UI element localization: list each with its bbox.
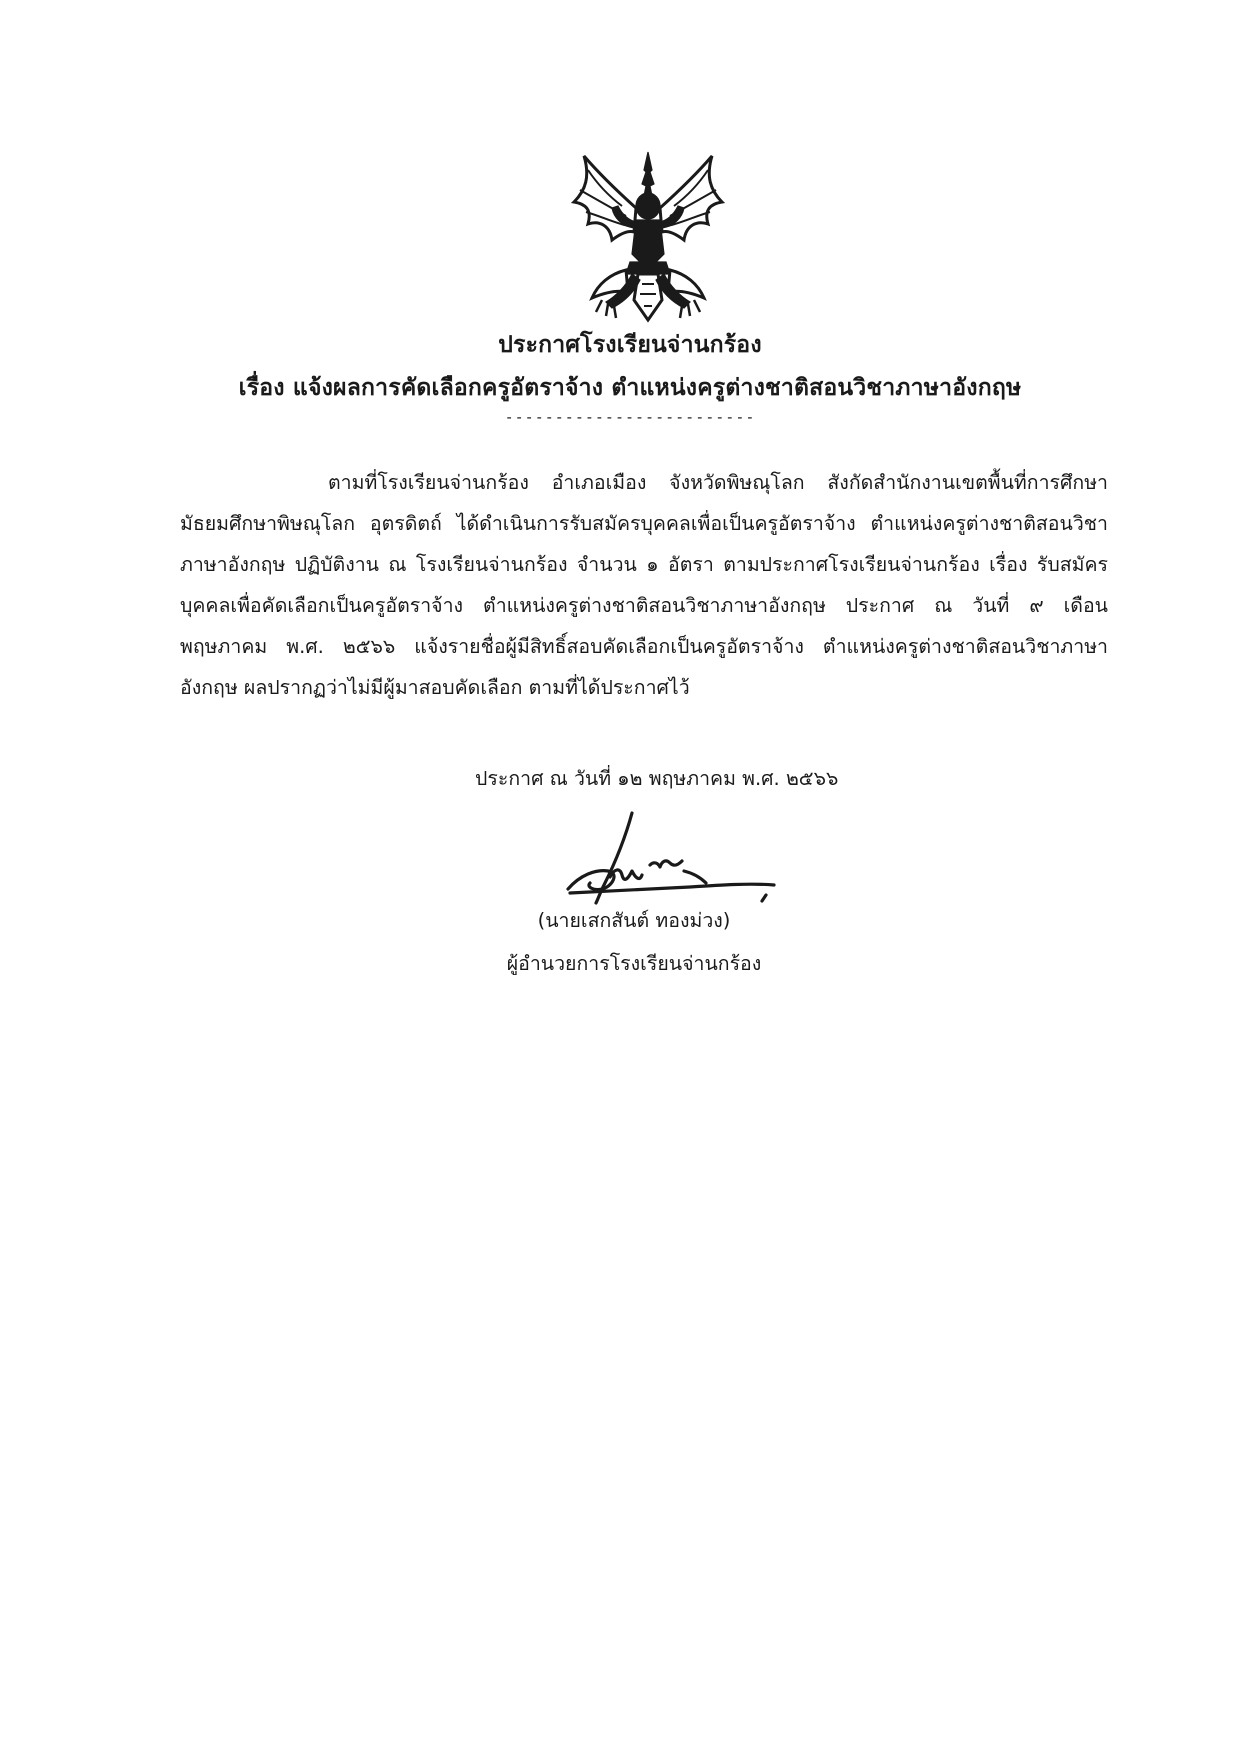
document-subject: เรื่อง แจ้งผลการคัดเลือกครูอัตราจ้าง ตำแหน่งครูต่างชาติสอนวิชาภาษาอังกฤษ bbox=[238, 375, 1022, 401]
heading-divider: ------------------------- bbox=[504, 408, 756, 426]
announcement-date: ประกาศ ณ วันที่ ๑๒ พฤษภาคม พ.ศ. ๒๕๖๖ bbox=[475, 767, 839, 790]
signature-icon bbox=[550, 805, 790, 910]
signer-position: ผู้อำนวยการโรงเรียนจ่านกร้อง bbox=[506, 952, 762, 975]
garuda-emblem-icon bbox=[566, 150, 730, 326]
announcement-body: ตามที่โรงเรียนจ่านกร้อง อำเภอเมือง จังหวัดพิษณุโลก สังกัดสำนักงานเขตพื้นที่การศึกษามัธยมศึกษาพิษณุโลก อุตรดิตถ์ ได้ดำเนินการรับสมัครบุคคลเพื่อเป็นครูอัตราจ้าง ตำแหน่งครูต่างชาติสอนวิชาภาษาอังกฤษ ปฏิบัติงาน ณ โรงเรียนจ่านกร้อง จำนวน ๑ อัตรา ตามประกาศโรงเรียนจ่านกร้อง เรื่อง รับสมัครบุคคลเพื่อคัดเลือกเป็นครูอัตราจ้าง ตำแหน่งครูต่างชาติสอนวิชาภาษาอังกฤษ ประกาศ ณ วันที่ ๙ เดือนพฤษภาคม พ.ศ. ๒๕๖๖ แจ้งรายชื่อผู้มีสิทธิ์สอบคัดเลือกเป็นครูอัตราจ้าง ตำแหน่งครูต่างชาติสอนวิชาภาษาอังกฤษ ผลปรากฏว่าไม่มีผู้มาสอบคัดเลือก ตามที่ได้ประกาศไว้ bbox=[180, 471, 1108, 699]
signer-name: (นายเสกสันต์ ทองม่วง) bbox=[537, 909, 731, 932]
document-heading: ประกาศโรงเรียนจ่านกร้อง bbox=[498, 332, 762, 358]
